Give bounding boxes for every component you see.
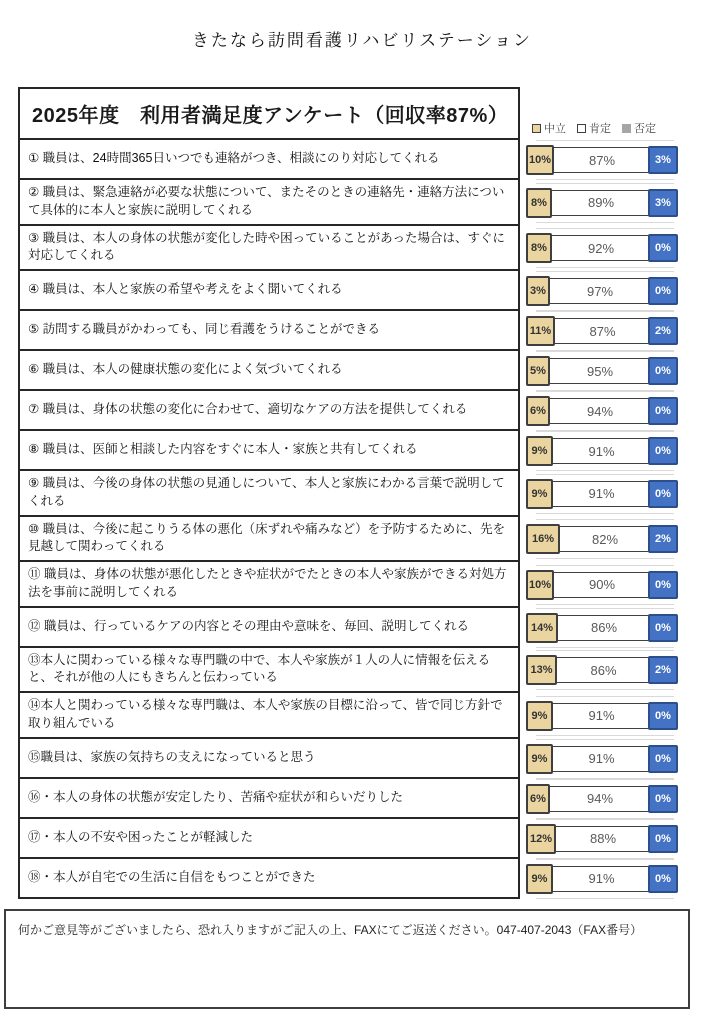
bar-positive-label: 86% [554, 657, 653, 683]
question-row [18, 648, 720, 694]
bar-neutral-label: 9% [526, 479, 553, 509]
chart-cell [520, 562, 720, 608]
gridline-top [536, 739, 674, 740]
question-text: ⑱・本人が自宅での生活に自信をもつことができた [18, 859, 520, 899]
bar-neutral-label: 9% [526, 436, 553, 466]
question-row [18, 391, 720, 431]
bar-positive-label: 97% [547, 278, 653, 304]
question-text: ⑫ 職員は、行っているケアの内容とその理由や意味を、毎回、説明してくれる [18, 608, 520, 648]
gridline-bottom [536, 558, 674, 559]
question-text: ③ 職員は、本人の身体の状態が変化した時や困っていることがあった場合は、すぐに対応してくれる [18, 226, 520, 272]
bar-neutral-label: 6% [526, 784, 550, 814]
satisfaction-bar-chart [526, 311, 678, 351]
chart-cell [520, 779, 720, 819]
bar-neutral-label: 9% [526, 701, 553, 731]
bar-neutral-label: 9% [526, 744, 553, 774]
bar-positive-label: 89% [549, 190, 653, 216]
stacked-bar [526, 701, 678, 731]
question-text: ⑩ 職員は、今後に起こりうる体の悪化（床ずれや痛みなど）を予防するために、先を見越して関わってくれる [18, 517, 520, 563]
bar-neutral-label: 10% [526, 145, 554, 175]
gridline-bottom [536, 513, 674, 514]
question-row [18, 311, 720, 351]
chart-cell [520, 739, 720, 779]
bar-positive-label: 91% [550, 438, 653, 464]
chart-cell [520, 471, 720, 517]
question-text: ⑤ 訪問する職員がかわっても、同じ看護をうけることができる [18, 311, 520, 351]
gridline-top [536, 696, 674, 697]
chart-cell [520, 140, 720, 180]
chart-cell [520, 180, 720, 226]
bar-neutral-label: 8% [526, 188, 552, 218]
gridline-bottom [536, 604, 674, 605]
satisfaction-bar-chart [526, 696, 678, 736]
legend-item-negative [622, 120, 656, 136]
stacked-bar [526, 316, 678, 346]
chart-cell [520, 391, 720, 431]
satisfaction-bar-chart [526, 819, 678, 859]
stacked-bar [526, 524, 678, 554]
bar-positive-label: 94% [547, 398, 653, 424]
bar-positive-label: 82% [557, 526, 653, 552]
bar-negative-label: 0% [648, 614, 678, 642]
question-row [18, 608, 720, 648]
gridline-bottom [536, 267, 674, 268]
bar-neutral-label: 3% [526, 276, 550, 306]
chart-cell [520, 517, 720, 563]
neutral-swatch-icon [532, 124, 541, 133]
question-text: ⑭本人と関わっている様々な専門職は、本人や家族の目標に沿って、皆で同じ方針で取り組んでいる [18, 693, 520, 739]
bar-positive-label: 92% [549, 235, 653, 261]
gridline-top [536, 391, 674, 392]
satisfaction-bar-chart [526, 519, 678, 559]
question-text: ⑮職員は、家族の気持ちの支えになっていると思う [18, 739, 520, 779]
question-row [18, 693, 720, 739]
bar-positive-label: 91% [550, 481, 653, 507]
question-row [18, 180, 720, 226]
stacked-bar [526, 655, 678, 685]
bar-negative-label: 0% [648, 865, 678, 893]
question-rows [18, 140, 720, 899]
question-row [18, 226, 720, 272]
satisfaction-bar-chart [526, 565, 678, 605]
satisfaction-bar-chart [526, 391, 678, 431]
bar-neutral-label: 14% [526, 613, 558, 643]
bar-negative-label: 0% [648, 825, 678, 853]
question-text: ⑨ 職員は、今後の身体の状態の見通しについて、本人と家族にわかる言葉で説明してくれる [18, 471, 520, 517]
satisfaction-bar-chart [526, 779, 678, 819]
question-row [18, 471, 720, 517]
chart-cell [520, 819, 720, 859]
bar-positive-label: 86% [555, 615, 653, 641]
legend-label-positive: 肯定 [589, 123, 611, 135]
bar-negative-label: 3% [648, 146, 678, 174]
legend-label-negative: 否定 [634, 123, 656, 135]
stacked-bar [526, 784, 678, 814]
question-text: ② 職員は、緊急連絡が必要な状態について、またそのときの連絡先・連絡方法について具体的に本人と家族に説明してくれる [18, 180, 520, 226]
question-text: ① 職員は、24時間365日いつでも連絡がつき、相談にのり対応してくれる [18, 140, 520, 180]
positive-swatch-icon [577, 124, 586, 133]
header-row [18, 87, 720, 140]
bar-negative-label: 0% [648, 745, 678, 773]
stacked-bar [526, 613, 678, 643]
gridline-bottom [536, 898, 674, 899]
bar-negative-label: 0% [648, 571, 678, 599]
chart-cell [520, 311, 720, 351]
bar-negative-label: 0% [648, 234, 678, 262]
chart-cell [520, 226, 720, 272]
page-title: きたなら訪問看護リハビリステーション [191, 31, 533, 50]
bar-positive-label: 87% [551, 147, 653, 173]
stacked-bar [526, 188, 678, 218]
bar-neutral-label: 11% [526, 316, 555, 346]
bar-positive-label: 90% [551, 572, 653, 598]
gridline-bottom [536, 222, 674, 223]
question-text: ⑬本人に関わっている様々な専門職の中で、本人や家族が１人の人に情報を伝えると、それが他の人にもきちんと伝わっている [18, 648, 520, 694]
bar-neutral-label: 9% [526, 864, 553, 894]
satisfaction-bar-chart [526, 608, 678, 648]
gridline-top [536, 608, 674, 609]
gridline-top [536, 183, 674, 184]
bar-neutral-label: 8% [526, 233, 552, 263]
satisfaction-bar-chart [526, 228, 678, 268]
question-row [18, 271, 720, 311]
satisfaction-bar-chart [526, 431, 678, 471]
satisfaction-bar-chart [526, 739, 678, 779]
question-text: ⑦ 職員は、身体の状態の変化に合わせて、適切なケアの方法を提供してくれる [18, 391, 520, 431]
gridline-top [536, 650, 674, 651]
chart-legend [532, 120, 656, 136]
gridline-top [536, 474, 674, 475]
question-text: ⑪ 職員は、身体の状態が悪化したときや症状がでたときの本人や家族ができる対処方法を事前に説明してくれる [18, 562, 520, 608]
gridline-top [536, 431, 674, 432]
gridline-top [536, 779, 674, 780]
bar-positive-label: 88% [553, 826, 653, 852]
question-text: ⑥ 職員は、本人の健康状態の変化によく気づいてくれる [18, 351, 520, 391]
chart-cell [520, 693, 720, 739]
gridline-bottom [536, 689, 674, 690]
gridline-top [536, 311, 674, 312]
legend-label-neutral: 中立 [544, 123, 566, 135]
gridline-top [536, 519, 674, 520]
satisfaction-bar-chart [526, 859, 678, 899]
satisfaction-bar-chart [526, 271, 678, 311]
bar-negative-label: 0% [648, 397, 678, 425]
bar-negative-label: 0% [648, 357, 678, 385]
stacked-bar [526, 356, 678, 386]
bar-positive-label: 87% [552, 318, 653, 344]
stacked-bar [526, 570, 678, 600]
fax-note-box [4, 909, 690, 1009]
question-row [18, 739, 720, 779]
survey-table [18, 87, 720, 899]
bar-negative-label: 2% [648, 656, 678, 684]
gridline-top [536, 351, 674, 352]
gridline-top [536, 140, 674, 141]
stacked-bar [526, 479, 678, 509]
bar-neutral-label: 5% [526, 356, 550, 386]
satisfaction-bar-chart [526, 474, 678, 514]
satisfaction-bar-chart [526, 140, 678, 180]
question-text: ⑰・本人の不安や困ったことが軽減した [18, 819, 520, 859]
bar-negative-label: 0% [648, 785, 678, 813]
stacked-bar [526, 145, 678, 175]
bar-positive-label: 91% [550, 703, 653, 729]
bar-neutral-label: 16% [526, 524, 560, 554]
bar-positive-label: 91% [550, 866, 653, 892]
stacked-bar [526, 233, 678, 263]
question-text: ⑧ 職員は、医師と相談した内容をすぐに本人・家族と共有してくれる [18, 431, 520, 471]
satisfaction-bar-chart [526, 650, 678, 690]
question-row [18, 431, 720, 471]
question-text: ⑯・本人の身体の状態が安定したり、苦痛や症状が和らいだりした [18, 779, 520, 819]
chart-cell [520, 351, 720, 391]
gridline-top [536, 271, 674, 272]
bar-neutral-label: 10% [526, 570, 554, 600]
question-row [18, 517, 720, 563]
stacked-bar [526, 436, 678, 466]
chart-cell [520, 271, 720, 311]
gridline-top [536, 565, 674, 566]
bar-negative-label: 3% [648, 189, 678, 217]
question-row [18, 779, 720, 819]
gridline-top [536, 859, 674, 860]
question-row [18, 351, 720, 391]
satisfaction-bar-chart [526, 183, 678, 223]
question-row [18, 140, 720, 180]
stacked-bar [526, 396, 678, 426]
satisfaction-bar-chart [526, 351, 678, 391]
chart-cell [520, 859, 720, 899]
survey-header: 2025年度 利用者満足度アンケート（回収率87%） [18, 87, 520, 140]
bar-positive-label: 94% [547, 786, 653, 812]
bar-neutral-label: 13% [526, 655, 557, 685]
gridline-bottom [536, 735, 674, 736]
question-text: ④ 職員は、本人と家族の希望や考えをよく聞いてくれる [18, 271, 520, 311]
bar-positive-label: 95% [547, 358, 653, 384]
stacked-bar [526, 276, 678, 306]
bar-negative-label: 0% [648, 437, 678, 465]
question-row [18, 819, 720, 859]
bar-negative-label: 2% [648, 317, 678, 345]
stacked-bar [526, 824, 678, 854]
bar-negative-label: 2% [648, 525, 678, 553]
question-row [18, 859, 720, 899]
gridline-top [536, 819, 674, 820]
legend-cell [520, 87, 720, 140]
negative-swatch-icon [622, 124, 631, 133]
stacked-bar [526, 864, 678, 894]
question-row [18, 562, 720, 608]
bar-negative-label: 0% [648, 480, 678, 508]
gridline-top [536, 228, 674, 229]
bar-positive-label: 91% [550, 746, 653, 772]
bar-neutral-label: 6% [526, 396, 550, 426]
legend-item-positive [577, 120, 611, 136]
stacked-bar [526, 744, 678, 774]
bar-negative-label: 0% [648, 702, 678, 730]
fax-note-text: 何かご意見等がございましたら、恐れ入りますがご記入の上、FAXにてご返送ください。047-407-2043（FAX番号） [18, 922, 643, 937]
legend-item-neutral [532, 120, 566, 136]
bar-neutral-label: 12% [526, 824, 556, 854]
chart-cell [520, 608, 720, 648]
chart-cell [520, 648, 720, 694]
chart-cell [520, 431, 720, 471]
bar-negative-label: 0% [648, 277, 678, 305]
